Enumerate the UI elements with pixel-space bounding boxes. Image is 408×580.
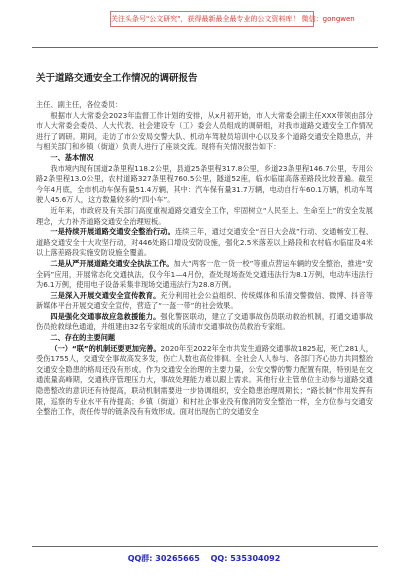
body-paragraph	[36, 291, 373, 312]
body-paragraph: 主任、副主任，各位委员：	[36, 100, 123, 109]
body-paragraph: 根据市人大常委会2023年监督工作计划的安排，从x月初开始，市人大常委会副主任XXX带领由部分市人大常委会委员、人大代表、社会建设专（工）委会人员组成的调研组，对我市道路交通安全工作情况进行了调研。期间，走访了市公安局交警大队、机动车驾驶员培训中心以及多个道路交通安全隐患点，并与相关部门和乡镇（街道）负责人进行了座谈交流。现将有关情况报告如下：	[36, 110, 373, 152]
body-paragraph	[36, 227, 373, 259]
paragraph-text: 连续三年，通过交通安全“百日大会战”行动、交通畅安工程、道路交通安全十大攻坚行动，对446处路口增设安防设施，强化2.5米落差以上路段和农村临水临崖及4米以上落差路段实施安防设施全覆盖。	[36, 227, 373, 258]
body-paragraph	[36, 344, 373, 418]
body-paragraph: 近年来，市政府及有关部门高度重视道路交通安全工作，牢固树立“人民至上、生命至上”的安全发展理念，大力补齐道路交通安全治理短板。	[36, 205, 373, 226]
paragraph-lead: 二是从严开展道路交通安全执法工作。	[50, 258, 174, 268]
paragraph-text: 加大“两客一危一货一校”等重点营运车辆的安全整治，推进“安全码”应用，开展常态化交通执法，仅今年1—4月份，查处现场查处交通违法行为8.1万例，电动车违法行为6.1万例，使用电子设备采集非现场交通违法行为28.8万例。	[36, 258, 373, 290]
paragraph-text: 2020年至2022年全市共发生道路交通事故1825起，死亡281人，受伤1755人，交通安全事故高发多发，伤亡人数也高位徘徊。全社会人人参与、各部门齐心协力共同整治交通安全隐患的格局还没有形成。作为交通安全治理的主要力量，公安交警的警力配置有限，特别是在交通流量高峰期，交通秩序管理压力大，事故处理能力难以跟上需求。其他行业主管单位主动参与道路交通隐患整改的意识还有待提高，联动机制需要进一步协调组织，安全隐患治理周期长；“路长制”作用发挥有限，巡察的专业水平有待提高；乡镇（街道）和村社企事业没有像消防安全整治一样，全方位参与交通安全整治工作，责任传导的链条没有有效形成。面对出现伤亡的交通安全	[36, 343, 373, 417]
section-heading: 二、存在的主要问题	[50, 333, 116, 343]
document-title: 关于道路交通安全工作情况的调研报告	[36, 73, 198, 84]
paragraph-text: 充分利用社会公益组织、传统媒体和乐清交警微信、微博、抖音等新媒体平台开展交通安全宣传，营造了“一盔一带”的社会效果。	[36, 290, 373, 311]
section-heading: 一、基本情况	[50, 152, 94, 162]
header-rule	[32, 47, 378, 48]
promo-banner: 关注头条号"公文研究"，获得最新最全最专业的公文资料库！ 微信：gongwen	[110, 11, 314, 27]
paragraph-lead: 三是深入开展交通安全宣传教育。	[50, 290, 161, 300]
document-body	[36, 100, 373, 418]
footer-contact	[0, 553, 408, 564]
body-paragraph	[36, 259, 373, 291]
paragraph-lead: （一）“联”的机制还要更加完善。	[50, 343, 161, 353]
paragraph-text: 强化警医联动，建立了交通事故伤员联动救治机制，打通交通事故伤员抢救绿色通道，并组建由32名专家组成的乐清市交通事故伤员救治专家组。	[36, 311, 373, 332]
paragraph-lead: 四是强化交通事故应急救援能力。	[50, 311, 161, 321]
qq-text: QQ: 535304092	[210, 554, 281, 563]
body-paragraph: 我市境内现有国道2条里程118.2公里，县道25条里程317.8公里，乡道23条里程146.7公里，专用公路2条里程13.0公里，农村道路327条里程760.5公里，隧道52座，临水临崖高落差路段比较普遍。截至今年4月底，全市机动车保有量51.4万辆，其中：汽车保有量31.7万辆，电动自行车60.1万辆，机动车驾驶人45.6万人，这方数量较多的“四小车”。	[36, 163, 373, 205]
body-paragraph	[36, 312, 373, 333]
footer-rule	[32, 546, 378, 547]
paragraph-lead: 一是持续开展道路交通安全整治行动。	[50, 227, 175, 237]
qq-group-text: QQ群: 30265665	[127, 554, 200, 563]
